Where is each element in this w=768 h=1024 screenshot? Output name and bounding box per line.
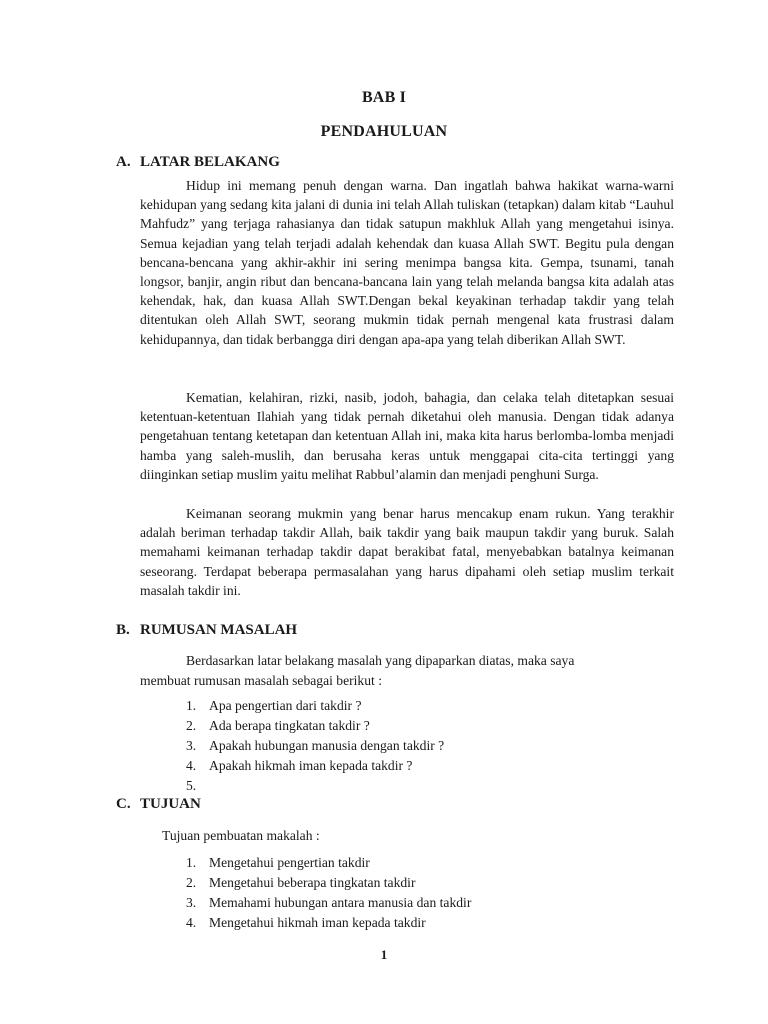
objective-list <box>186 853 471 933</box>
list-item: 5. <box>186 778 197 793</box>
list-item: 3. Memahami hubungan antara manusia dan takdir <box>186 895 472 910</box>
section-c-title: TUJUAN <box>140 796 201 812</box>
section-b-intro-line-2: membuat rumusan masalah sebagai berikut : <box>140 673 382 688</box>
section-a-paragraph-1: Hidup ini memang penuh dengan warna. Dan ingatlah bahwa hakikat warna-warni kehidupan yang sedang kita jalani di dunia ini telah Allah tuliskan (tetapkan) dalam kitab “Lauhul Mahfudz” yang terjaga rahasianya dan tidak satupun makhluk Allah yang mengetahui isinya. Semua kejadian yang telah terjadi adalah kehendak dan kuasa Allah SWT. Begitu pula dengan bencana-bencana yang akhir-akhir ini sering menimpa bangsa kita. Gempa, tsunami, tanah longsor, banjir, angin ribut dan bencana-bancana lain yang telah melanda bangsa kita adalah atas kehendak, hak, dan kuasa Allah SWT.Dengan bekal keyakinan terhadap takdir yang telah ditentukan oleh Allah SWT, seorang mukmin tidak pernah mengenal kata frustrasi dalam kehidupannya, dan tidak berbangga diri dengan apa-apa yang telah diberikan Allah SWT. <box>140 178 674 347</box>
list-item: 4. Apakah hikmah iman kepada takdir ? <box>186 758 413 773</box>
problem-list <box>186 696 444 796</box>
list-item: 1. Mengetahui pengertian takdir <box>186 855 370 870</box>
section-a-paragraph-3: Keimanan seorang mukmin yang benar harus mencakup enam rukun. Yang terakhir adalah beriman terhadap takdir Allah, baik takdir yang baik maupun takdir yang buruk. Salah memahami keimanan terhadap takdir dapat berakibat fatal, menyebabkan batalnya keimanan seseorang. Terdapat beberapa permasalahan yang harus dipahami oleh setiap muslim terkait masalah takdir ini. <box>140 506 674 598</box>
section-b-letter: B. <box>116 622 130 638</box>
section-a-letter: A. <box>116 154 131 170</box>
section-c-heading <box>116 796 201 813</box>
list-item: 3. Apakah hubungan manusia dengan takdir ? <box>186 738 445 753</box>
section-b-heading <box>116 622 297 639</box>
section-c-letter: C. <box>116 796 131 812</box>
chapter-label: BAB I <box>361 89 407 106</box>
list-item: 1. Apa pengertian dari takdir ? <box>186 698 362 713</box>
section-c-intro: Tujuan pembuatan makalah : <box>162 828 320 843</box>
section-b-title: RUMUSAN MASALAH <box>140 622 298 638</box>
section-a-paragraph-2: Kematian, kelahiran, rizki, nasib, jodoh, bahagia, dan celaka telah ditetapkan sesuai ketentuan-ketentuan Ilahiah yang tidak pernah diketahui oleh manusia. Dengan tidak adanya pengetahuan tentang ketetapan dan ketentuan Allah ini, maka kita harus berlomba-lomba menjadi hamba yang saleh-muslih, dan berusaha keras untuk menggapai cita-cita tertinggi yang diinginkan setiap muslim yaitu melihat Rabbul’alamin dan menjadi penghuni Surga. <box>140 390 674 482</box>
section-b-intro-line-1: Berdasarkan latar belakang masalah yang dipaparkan diatas, maka saya <box>186 653 575 668</box>
list-item: 2. Ada berapa tingkatan takdir ? <box>186 718 370 733</box>
chapter-title: PENDAHULUAN <box>320 123 448 140</box>
list-item: 2. Mengetahui beberapa tingkatan takdir <box>186 875 416 890</box>
page-number: 1 <box>380 947 388 962</box>
list-item: 4. Mengetahui hikmah iman kepada takdir <box>186 915 426 930</box>
section-a-heading <box>116 154 280 171</box>
section-a-title: LATAR BELAKANG <box>140 154 280 170</box>
